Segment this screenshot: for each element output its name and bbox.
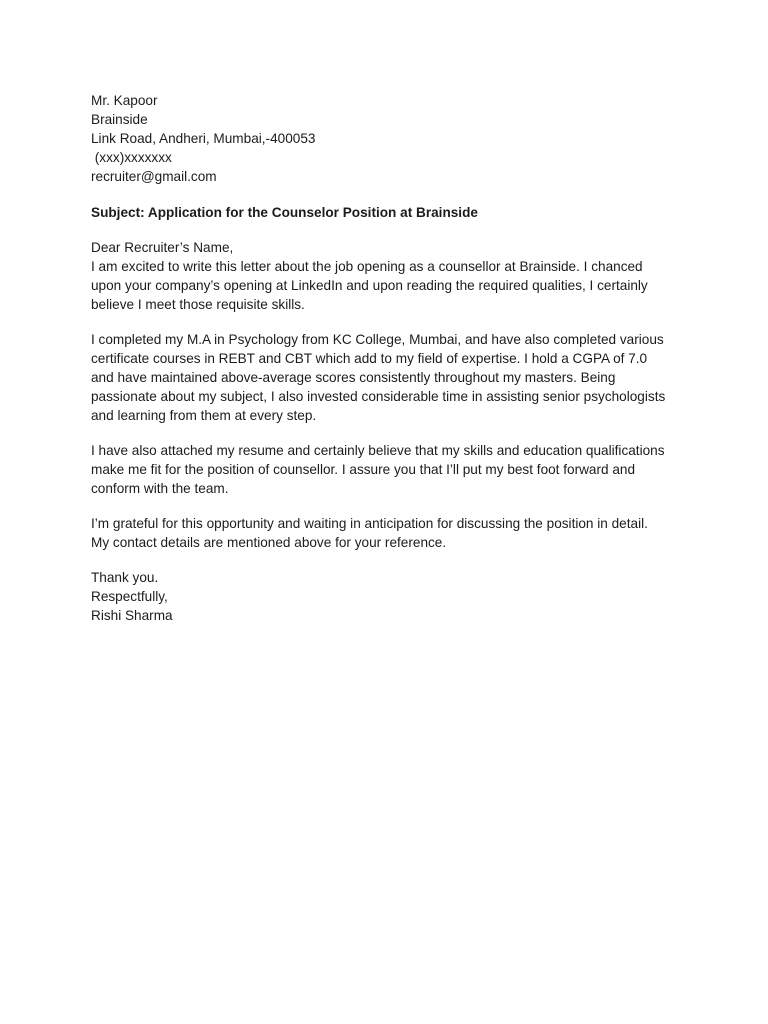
recipient-block	[91, 91, 691, 186]
closing-signoff: Respectfully,	[91, 589, 168, 604]
paragraph-line: upon your company’s opening at LinkedIn and upon reading the required qualities, I certainly	[91, 278, 648, 293]
closing-block	[91, 568, 691, 625]
paragraph-line: and learning from them at every step.	[91, 408, 317, 423]
recipient-phone: (xxx)xxxxxxx	[91, 150, 172, 165]
paragraph-resume	[91, 441, 691, 498]
paragraph-line: My contact details are mentioned above for your reference.	[91, 535, 447, 550]
paragraph-line: I completed my M.A in Psychology from KC College, Mumbai, and have also completed various	[91, 332, 664, 347]
subject-line: Subject: Application for the Counselor Position at Brainside	[91, 205, 478, 220]
signature-name: Rishi Sharma	[91, 608, 173, 623]
recipient-name: Mr. Kapoor	[91, 93, 158, 108]
paragraph-line: conform with the team.	[91, 481, 229, 496]
recipient-email: recruiter@gmail.com	[91, 169, 217, 184]
paragraph-line: I am excited to write this letter about the job opening as a counsellor at Brainside. I chanced	[91, 259, 643, 274]
cover-letter	[91, 91, 691, 625]
paragraph-line: make me fit for the position of counsellor. I assure you that I’ll put my best foot forward and	[91, 462, 636, 477]
paragraph-gratitude	[91, 514, 691, 552]
closing-thanks: Thank you.	[91, 570, 159, 585]
salutation: Dear Recruiter’s Name,	[91, 240, 234, 255]
salutation-and-intro	[91, 238, 691, 314]
paragraph-line: passionate about my subject, I also invested considerable time in assisting senior psychologists	[91, 389, 666, 404]
recipient-company: Brainside	[91, 112, 148, 127]
paragraph-line: certificate courses in REBT and CBT which add to my field of expertise. I hold a CGPA of 7.0	[91, 351, 648, 366]
recipient-address: Link Road, Andheri, Mumbai,-400053	[91, 131, 316, 146]
paragraph-line: I have also attached my resume and certainly believe that my skills and education qualifications	[91, 443, 665, 458]
paragraph-education	[91, 330, 691, 425]
paragraph-line: I’m grateful for this opportunity and waiting in anticipation for discussing the position in detail.	[91, 516, 648, 531]
paragraph-line: believe I meet those requisite skills.	[91, 297, 305, 312]
paragraph-line: and have maintained above-average scores consistently throughout my masters. Being	[91, 370, 616, 385]
